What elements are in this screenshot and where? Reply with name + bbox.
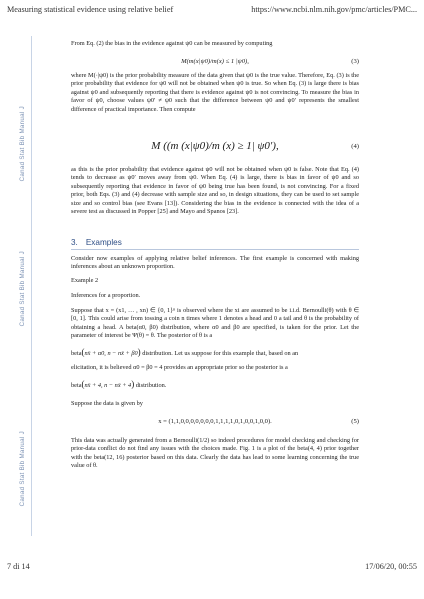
equation-expression: M(m(x|ψ0)/m(x) ≤ 1 |ψ0), [181, 58, 249, 65]
section-title: Examples [85, 238, 122, 247]
paragraph [71, 255, 359, 272]
journal-sidebar [19, 36, 32, 536]
paragraph-text: Consider now examples of applying relative belief inferences. The first example is concerned with making inferences about an unknown proportion. [71, 255, 359, 271]
paragraph [71, 437, 359, 471]
page-count: 7 di 14 [7, 562, 30, 571]
paragraph-text: Suppose the data is given by [71, 400, 143, 407]
paragraph-text: From Eq. (2) the bias in the evidence against ψ0 can be measured by computing [71, 40, 273, 47]
sidebar-label: Canad Stat Bib Manual J [19, 106, 26, 182]
paragraph [71, 364, 359, 372]
equation-expression: M ((m (x|ψ0)/m (x) ≥ 1| ψ0′), [151, 140, 279, 152]
equation-expression: x = (1,1,0,0,0,0,0,0,0,1,1,1,1,0,1,0,0,1,0,0). [158, 418, 272, 425]
paragraph-text: elicitation, it is believed α0 = β0 = 4 provides an appropriate prior so the posterior is a [71, 364, 288, 371]
beta-label: beta [71, 382, 82, 389]
paragraph [71, 307, 359, 341]
sidebar-label: Canad Stat Bib Manual J [19, 251, 26, 327]
page-url[interactable]: https://www.ncbi.nlm.nih.gov/pmc/articles/PMC... [251, 5, 417, 14]
beta-text: distribution. [135, 382, 167, 389]
beta-label: beta [71, 350, 82, 357]
equation-number: (5) [351, 418, 359, 425]
beta-args: nx̄ + α0, n − nx̄ + β0 [84, 350, 138, 357]
print-datetime: 17/06/20, 00:55 [365, 562, 417, 571]
paragraph-text: where M(·|ψ0) is the prior probability measure of the data given that ψ0 is the true value. Therefore, Eq. (3) is the prior probability that evidence for ψ0 will not be obtained when ψ0 is true. So when Eq. (3) is large there is bias against ψ0 and subsequently reporting that there is evidence against ψ0 is not convincing. To measure the bias in favor of ψ0, choose values ψ0′ ≠ ψ0 such that the difference between ψ0 and ψ0′ represents the smallest difference of practical importance. Then compute [71, 72, 359, 113]
beta-text: distribution. Let us suppose for this example that, based on an [142, 350, 299, 357]
paragraph-text: This data was actually generated from a Bernoulli(1/2) so indeed procedures for model checking and checking for prior-data conflict do not find any issues with the choices made. Fig. 1 is a plot of the beta(4, 4) prior together with the beta(12, 16) posterior based on this data. Clearly the data has lead to some learning concerning the true value of θ. [71, 437, 359, 470]
sidebar-label: Canad Stat Bib Manual J [19, 431, 26, 507]
page-title: Measuring statistical evidence using relative belief [7, 5, 174, 14]
example-subtitle: Inferences for a proportion. [71, 292, 141, 299]
section-number: 3. [71, 238, 78, 247]
paragraph-text: Suppose that x = (x1, … , xn) ∈ {0, 1}ⁿ is observed where the xi are assumed to be i.i.d. Bernoulli(θ) with θ ∈ [0, 1]. This could arise from tossing a coin n times where 1 denotes a head and 0 a tail and θ is the probability of obtaining a head. A beta(α0, β0) distribution, where α0 and β0 are specified, is taken for the prior. Let the parameter of interest be Ψ(θ) = θ. The posterior of θ is a [71, 307, 359, 340]
section-heading [71, 238, 359, 250]
paragraph [71, 166, 359, 216]
paragraph [71, 72, 359, 114]
paragraph-text: as this is the prior probability that evidence against ψ0 will not be obtained when ψ0 is false. Note that Eq. (4) tends to decrease as ψ0′ moves away from ψ0. When Eq. (4) is large, there is bias in favor of ψ0 and so subsequently reporting that evidence in favor of ψ0 being true has been found, is not convincing. For a fixed prior, both Eqs. (3) and (4) decrease with sample size and so, in design situations, they can be used to set sample size and so control bias (see Evans [13]). Considering the bias in the evidence is connected with the idea of a severe test as discussed in Popper [25] and Mayo and Spanos [23]. [71, 166, 359, 216]
equation-number: (4) [351, 143, 359, 150]
equation-number: (3) [351, 58, 359, 65]
beta-args: nx̄ + 4, n − nx̄ + 4 [84, 382, 132, 389]
paragraph [71, 40, 359, 48]
example-label: Example 2 [71, 277, 99, 284]
beta-line: beta(nx̄ + 4, n − nx̄ + 4) distribution. [71, 379, 167, 389]
beta-line: beta(nx̄ + α0, n − nx̄ + β0) distribution. Let us suppose for this example that, based on an [71, 347, 299, 357]
